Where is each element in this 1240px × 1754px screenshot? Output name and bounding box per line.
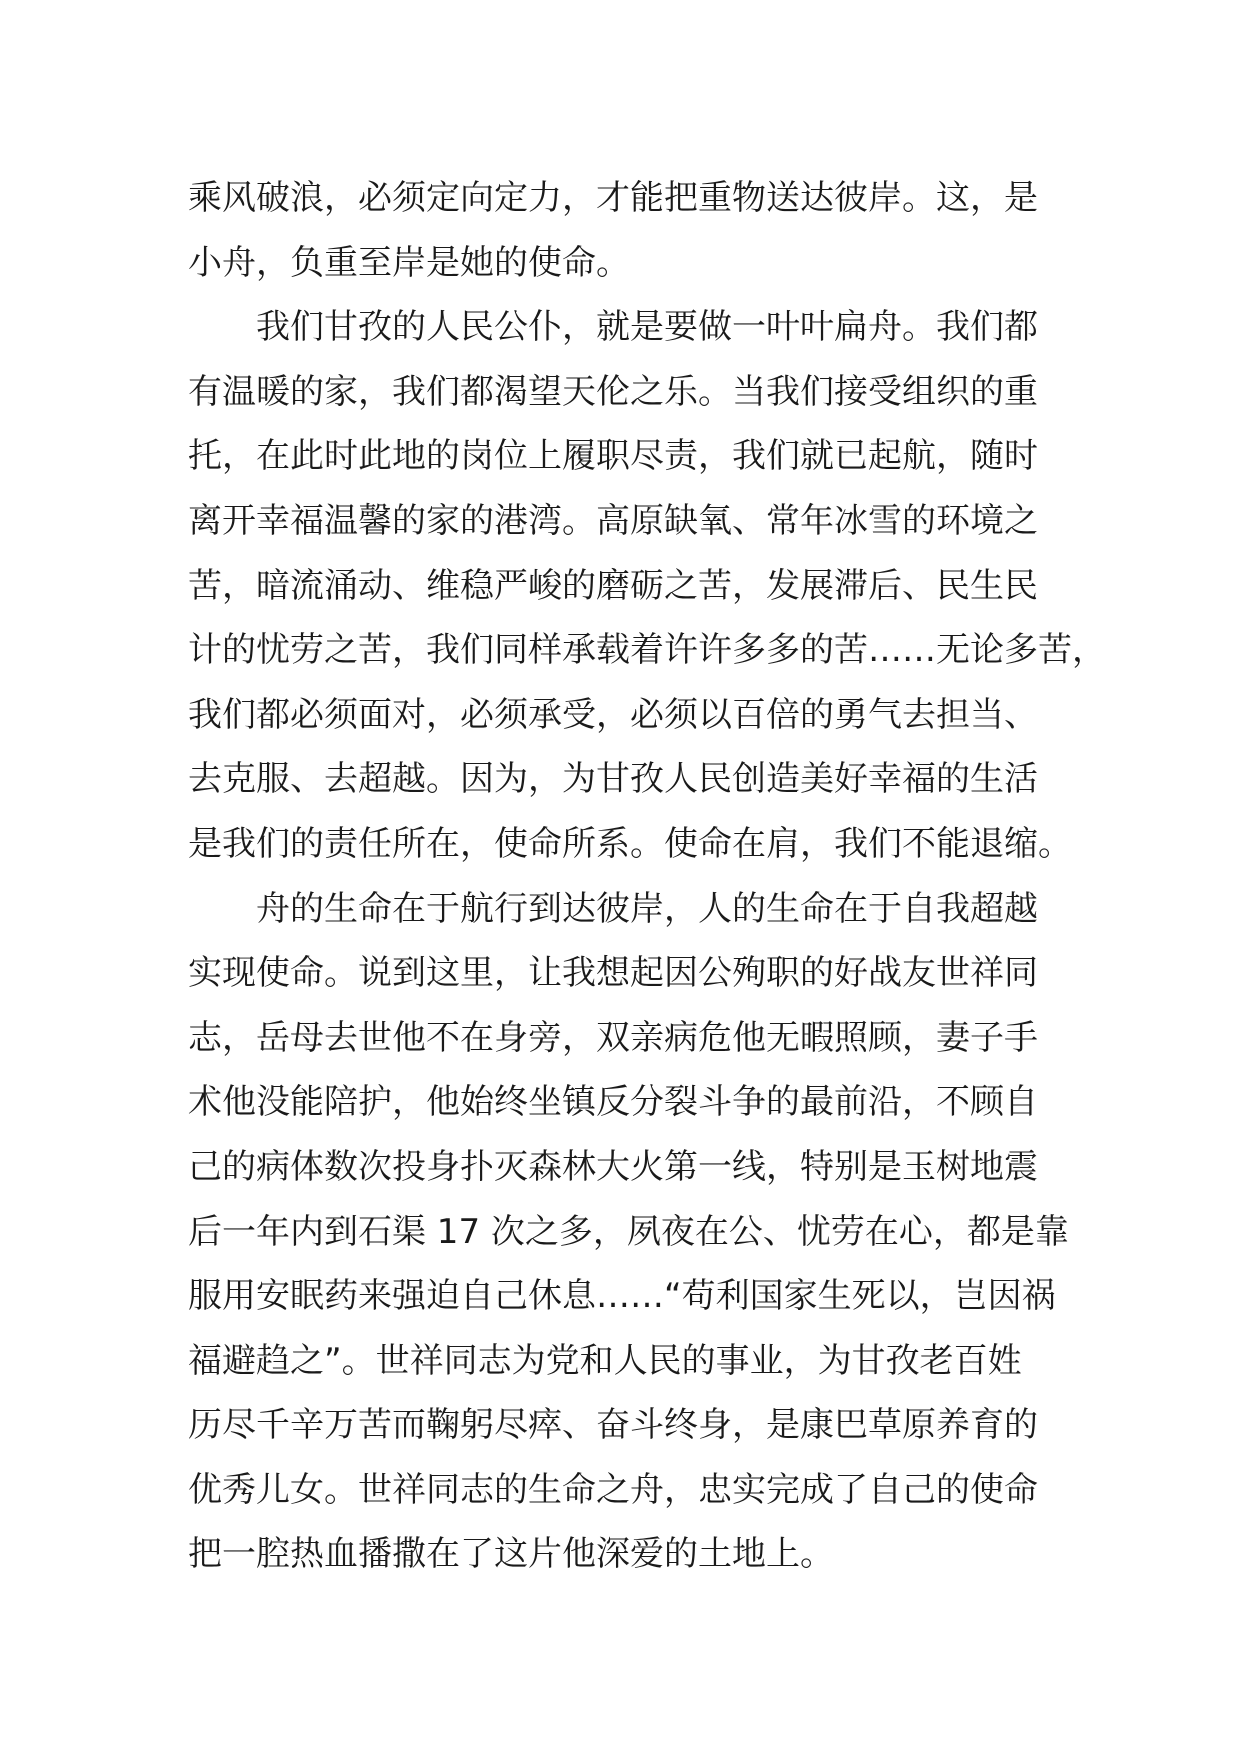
text-line: 己的病体数次投身扑灭森林大火第一线，特别是玉树地震 [188, 1146, 1038, 1187]
text-line: 我们都必须面对，必须承受，必须以百倍的勇气去担当、 [188, 694, 1038, 735]
text-line: 去克服、去超越。因为，为甘孜人民创造美好幸福的生活 [188, 759, 1038, 800]
text-line: 苦，暗流涌动、维稳严峻的磨砺之苦，发展滞后、民生民 [188, 565, 1038, 606]
text-line: 有温暖的家，我们都渴望天伦之乐。当我们接受组织的重 [188, 371, 1038, 412]
text-line: 实现使命。说到这里，让我想起因公殉职的好战友世祥同 [188, 953, 1038, 994]
text-line: 服用安眠药来强迫自己休息……“苟利国家生死以，岂因祸 [188, 1276, 1056, 1317]
text-line: 计的忧劳之苦，我们同样承载着许许多多的苦……无论多苦， [188, 630, 1106, 671]
text-line: 优秀儿女。世祥同志的生命之舟，忠实完成了自己的使命 [188, 1469, 1038, 1510]
text-line: 历尽千辛万苦而鞠躬尽瘁、奋斗终身，是康巴草原养育的 [188, 1405, 1038, 1446]
text-line: 是我们的责任所在，使命所系。使命在肩，我们不能退缩。 [188, 823, 1072, 864]
body-text [188, 166, 1106, 1587]
text-line: 志，岳母去世他不在身旁，双亲病危他无暇照顾，妻子手 [188, 1017, 1038, 1058]
text-line: 术他没能陪护，他始终坐镇反分裂斗争的最前沿，不顾自 [188, 1082, 1038, 1123]
paragraph-first-line: 舟的生命在于航行到达彼岸，人的生命在于自我超越 [256, 888, 1038, 929]
text-line: 托，在此时此地的岗位上履职尽责，我们就已起航，随时 [188, 436, 1038, 477]
text-line: 福避趋之”。世祥同志为党和人民的事业，为甘孜老百姓 [188, 1340, 1022, 1381]
text-line: 乘风破浪，必须定向定力，才能把重物送达彼岸。这，是 [188, 178, 1038, 218]
text-line: 离开幸福温馨的家的港湾。高原缺氧、常年冰雪的环境之 [188, 500, 1038, 541]
text-line: 后一年内到石渠 17 次之多，夙夜在公、忧劳在心，都是靠 [188, 1211, 1069, 1252]
text-line: 把一腔热血播撒在了这片他深爱的土地上。 [188, 1534, 834, 1575]
text-line: 小舟，负重至岸是她的使命。 [188, 242, 630, 283]
paragraph-first-line: 我们甘孜的人民公仆，就是要做一叶叶扁舟。我们都 [256, 307, 1038, 348]
